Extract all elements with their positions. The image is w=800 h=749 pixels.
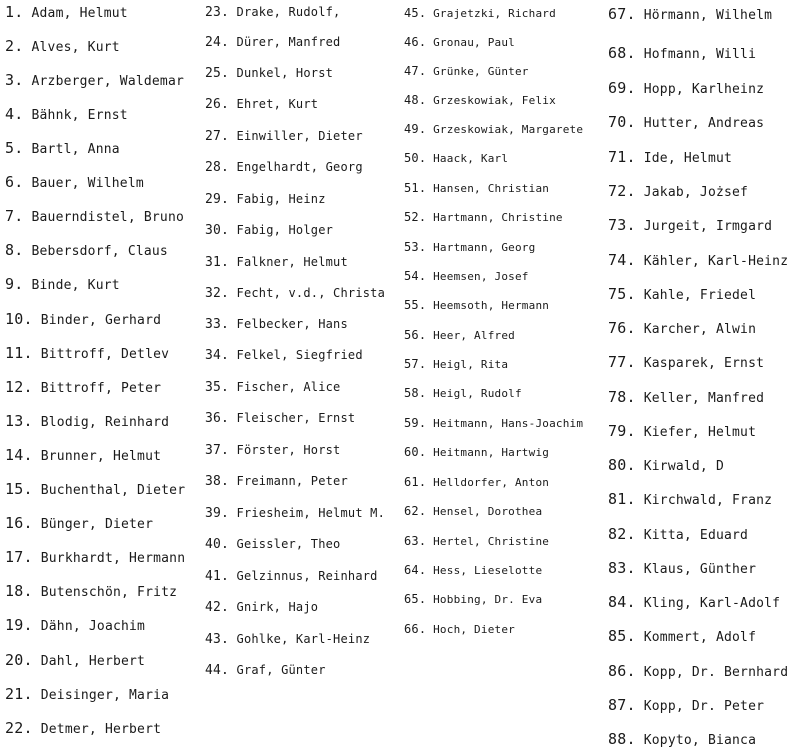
entry-number: 25. (205, 66, 230, 81)
list-item (608, 251, 788, 269)
entry-number: 50. (404, 151, 427, 165)
list-item (608, 285, 756, 303)
list-item (404, 210, 563, 224)
list-item (205, 223, 333, 238)
entry-number: 51. (404, 181, 427, 195)
entry-number: 14. (5, 446, 33, 464)
entry-number: 7. (5, 207, 24, 225)
entry-name: Kommert, Adolf (643, 630, 757, 645)
entry-number: 10. (5, 310, 33, 328)
list-item (404, 534, 549, 548)
entry-name: Hansen, Christian (433, 182, 550, 195)
entry-name: Felkel, Siegfried (236, 348, 363, 362)
entry-name: Felbecker, Hans (236, 317, 348, 331)
entry-name: Hertel, Christine (433, 535, 550, 548)
entry-name: Alves, Kurt (31, 40, 120, 55)
entry-name: Deisinger, Maria (40, 688, 170, 703)
entry-number: 47. (404, 64, 427, 78)
entry-name: Heer, Alfred (433, 329, 515, 342)
entry-name: Kitta, Eduard (643, 528, 749, 543)
entry-name: Geissler, Theo (236, 537, 341, 551)
entry-name: Hoch, Dieter (433, 623, 515, 636)
list-item (205, 411, 355, 426)
entry-name: Friesheim, Helmut M. (236, 506, 386, 520)
entry-number: 42. (205, 600, 230, 615)
entry-number: 28. (205, 160, 230, 175)
list-item (205, 569, 378, 584)
entry-name: Grzeskowiak, Felix (433, 94, 556, 107)
entry-number: 83. (608, 559, 636, 577)
entry-name: Klaus, Günther (643, 562, 757, 577)
entry-name: Bauer, Wilhelm (31, 176, 144, 191)
entry-name: Dähn, Joachim (40, 619, 146, 634)
entry-number: 35. (205, 380, 230, 395)
entry-name: Jakab, Jożsef (643, 185, 749, 200)
list-item (5, 207, 184, 225)
entry-name: Gelzinnus, Reinhard (236, 569, 378, 583)
entry-number: 29. (205, 192, 230, 207)
list-item (608, 113, 764, 131)
list-item (205, 443, 340, 458)
entry-name: Binder, Gerhard (40, 313, 162, 328)
list-item (5, 719, 161, 737)
list-item (205, 380, 340, 395)
list-item (608, 353, 764, 371)
entry-name: Freimann, Peter (236, 474, 348, 488)
entry-number: 77. (608, 353, 636, 371)
list-item (404, 298, 549, 312)
entry-name: Heitmann, Hartwig (433, 446, 550, 459)
entry-number: 5. (5, 139, 24, 157)
list-item (404, 504, 542, 518)
entry-number: 21. (5, 685, 33, 703)
entry-number: 13. (5, 412, 33, 430)
list-item (205, 317, 348, 332)
entry-name: Kopyto, Bianca (643, 733, 757, 748)
entry-name: Engelhardt, Georg (236, 160, 363, 174)
list-item (205, 663, 326, 678)
list-item (205, 35, 340, 50)
list-item (608, 490, 772, 508)
entry-name: Dahl, Herbert (40, 654, 146, 669)
entry-number: 12. (5, 378, 33, 396)
entry-name: Heemsoth, Hermann (433, 299, 550, 312)
entry-number: 78. (608, 388, 636, 406)
list-item (5, 37, 120, 55)
entry-name: Dürer, Manfred (236, 35, 341, 49)
entry-number: 19. (5, 616, 33, 634)
entry-number: 63. (404, 534, 427, 548)
list-item (404, 64, 529, 78)
entry-number: 66. (404, 622, 427, 636)
entry-name: Gnirk, Hajo (236, 600, 319, 614)
entry-number: 33. (205, 317, 230, 332)
entry-number: 73. (608, 216, 636, 234)
list-item (608, 5, 772, 23)
list-item (205, 506, 385, 521)
entry-number: 58. (404, 386, 427, 400)
entry-name: Fabig, Heinz (236, 192, 326, 206)
entry-number: 82. (608, 525, 636, 543)
entry-number: 62. (404, 504, 427, 518)
list-item (5, 105, 128, 123)
entry-number: 59. (404, 416, 427, 430)
list-item (5, 412, 169, 430)
entry-number: 53. (404, 240, 427, 254)
entry-number: 79. (608, 422, 636, 440)
list-item (404, 122, 583, 136)
list-item (205, 600, 318, 615)
entry-number: 3. (5, 71, 24, 89)
entry-name: Bähnk, Ernst (31, 108, 128, 123)
list-item (608, 730, 756, 748)
entry-number: 44. (205, 663, 230, 678)
entry-name: Kähler, Karl-Heinz (643, 254, 789, 269)
entry-number: 22. (5, 719, 33, 737)
entry-name: Graf, Günter (236, 663, 326, 677)
list-item (5, 344, 169, 362)
entry-number: 67. (608, 5, 636, 23)
entry-number: 40. (205, 537, 230, 552)
list-item (205, 632, 370, 647)
entry-number: 48. (404, 93, 427, 107)
entry-number: 2. (5, 37, 24, 55)
entry-number: 54. (404, 269, 427, 283)
entry-number: 87. (608, 696, 636, 714)
entry-name: Keller, Manfred (643, 391, 765, 406)
entry-name: Hörmann, Wilhelm (643, 8, 773, 23)
entry-name: Hopp, Karlheinz (643, 82, 765, 97)
entry-number: 46. (404, 35, 427, 49)
entry-number: 34. (205, 348, 230, 363)
entry-number: 9. (5, 275, 24, 293)
list-item (404, 592, 542, 606)
list-item (608, 79, 764, 97)
list-item (608, 148, 732, 166)
entry-name: Detmer, Herbert (40, 722, 162, 737)
entry-name: Karcher, Alwin (643, 322, 757, 337)
entry-number: 38. (205, 474, 230, 489)
list-item (205, 192, 326, 207)
entry-name: Heitmann, Hans-Joachim (433, 417, 584, 430)
entry-number: 11. (5, 344, 33, 362)
list-item (205, 97, 318, 112)
entry-name: Bittroff, Peter (40, 381, 162, 396)
list-item (205, 255, 348, 270)
entry-name: Fecht, v.d., Christa (236, 286, 386, 300)
entry-name: Binde, Kurt (31, 278, 120, 293)
entry-name: Grajetzki, Richard (433, 7, 556, 20)
entry-number: 26. (205, 97, 230, 112)
entry-name: Ehret, Kurt (236, 97, 319, 111)
list-item (205, 160, 363, 175)
list-item (5, 275, 120, 293)
entry-name: Helldorfer, Anton (433, 476, 550, 489)
list-item (608, 696, 764, 714)
list-item (608, 662, 788, 680)
entry-number: 75. (608, 285, 636, 303)
list-item (608, 182, 748, 200)
entry-name: Hartmann, Christine (433, 211, 563, 224)
entry-number: 30. (205, 223, 230, 238)
entry-number: 1. (5, 3, 24, 21)
entry-number: 85. (608, 627, 636, 645)
entry-name: Fleischer, Ernst (236, 411, 356, 425)
entry-name: Fabig, Holger (236, 223, 334, 237)
entry-number: 65. (404, 592, 427, 606)
entry-name: Kasparek, Ernst (643, 356, 765, 371)
list-item (205, 474, 348, 489)
entry-number: 76. (608, 319, 636, 337)
entry-name: Einwiller, Dieter (236, 129, 363, 143)
entry-name: Hofmann, Willi (643, 47, 757, 62)
list-item (404, 416, 583, 430)
entry-name: Kiefer, Helmut (643, 425, 757, 440)
entry-name: Kopp, Dr. Peter (643, 699, 765, 714)
list-item (5, 480, 185, 498)
entry-name: Dunkel, Horst (236, 66, 334, 80)
list-item (5, 651, 145, 669)
list-item (608, 627, 756, 645)
list-item (404, 386, 522, 400)
entry-name: Bebersdorf, Claus (31, 244, 168, 259)
entry-name: Heigl, Rita (433, 358, 509, 371)
entry-name: Förster, Horst (236, 443, 341, 457)
entry-name: Fischer, Alice (236, 380, 341, 394)
entry-number: 23. (205, 5, 230, 20)
list-item (5, 173, 144, 191)
list-item (404, 151, 508, 165)
list-item (205, 5, 340, 20)
list-item (404, 6, 556, 20)
list-item (205, 348, 363, 363)
list-item (404, 181, 549, 195)
entry-number: 61. (404, 475, 427, 489)
list-item (404, 622, 515, 636)
entry-name: Bittroff, Detlev (40, 347, 170, 362)
list-item (205, 537, 340, 552)
entry-name: Gronau, Paul (433, 36, 515, 49)
entry-name: Jurgeit, Irmgard (643, 219, 773, 234)
list-item (5, 446, 161, 464)
entry-number: 72. (608, 182, 636, 200)
list-item (5, 616, 145, 634)
entry-name: Blodig, Reinhard (40, 415, 170, 430)
entry-name: Burkhardt, Hermann (40, 551, 186, 566)
entry-name: Bünger, Dieter (40, 517, 154, 532)
list-item (608, 593, 780, 611)
entry-name: Heigl, Rudolf (433, 387, 522, 400)
list-item (5, 71, 184, 89)
entry-name: Grünke, Günter (433, 65, 529, 78)
entry-number: 70. (608, 113, 636, 131)
list-item (205, 129, 363, 144)
entry-number: 31. (205, 255, 230, 270)
list-item (5, 514, 153, 532)
entry-number: 52. (404, 210, 427, 224)
list-item (5, 310, 161, 328)
entry-name: Falkner, Helmut (236, 255, 348, 269)
entry-number: 15. (5, 480, 33, 498)
entry-number: 81. (608, 490, 636, 508)
list-item (404, 269, 529, 283)
entry-name: Arzberger, Waldemar (31, 74, 185, 89)
entry-number: 86. (608, 662, 636, 680)
list-item (404, 563, 542, 577)
entry-number: 74. (608, 251, 636, 269)
list-item (5, 241, 168, 259)
entry-name: Haack, Karl (433, 152, 509, 165)
entry-name: Kahle, Friedel (643, 288, 757, 303)
entry-name: Buchenthal, Dieter (40, 483, 186, 498)
list-item (608, 559, 756, 577)
entry-number: 8. (5, 241, 24, 259)
entry-number: 45. (404, 6, 427, 20)
entry-number: 4. (5, 105, 24, 123)
list-item (5, 685, 169, 703)
list-item (608, 422, 756, 440)
entry-number: 69. (608, 79, 636, 97)
entry-number: 17. (5, 548, 33, 566)
entry-name: Kirwald, D (643, 459, 725, 474)
list-item (205, 66, 333, 81)
entry-number: 84. (608, 593, 636, 611)
list-item (608, 456, 724, 474)
list-item (608, 525, 748, 543)
entry-number: 88. (608, 730, 636, 748)
entry-name: Hess, Lieselotte (433, 564, 543, 577)
list-item (404, 475, 549, 489)
entry-number: 56. (404, 328, 427, 342)
list-item (5, 139, 120, 157)
entry-number: 18. (5, 582, 33, 600)
list-item (404, 35, 515, 49)
list-item (608, 216, 772, 234)
entry-number: 55. (404, 298, 427, 312)
entry-name: Kirchwald, Franz (643, 493, 773, 508)
entry-number: 37. (205, 443, 230, 458)
entry-name: Drake, Rudolf, (236, 5, 341, 19)
entry-name: Hobbing, Dr. Eva (433, 593, 543, 606)
entry-number: 36. (205, 411, 230, 426)
entry-number: 39. (205, 506, 230, 521)
entry-number: 49. (404, 122, 427, 136)
list-item (608, 319, 756, 337)
entry-name: Grzeskowiak, Margarete (433, 123, 584, 136)
entry-number: 57. (404, 357, 427, 371)
entry-number: 24. (205, 35, 230, 50)
list-item (5, 548, 185, 566)
entry-number: 43. (205, 632, 230, 647)
entry-name: Butenschön, Fritz (40, 585, 178, 600)
entry-name: Hensel, Dorothea (433, 505, 543, 518)
list-item (608, 44, 756, 62)
entry-number: 60. (404, 445, 427, 459)
list-item (404, 445, 549, 459)
list-item (205, 286, 385, 301)
list-item (404, 328, 515, 342)
list-item (404, 357, 508, 371)
entry-name: Bartl, Anna (31, 142, 120, 157)
entry-number: 64. (404, 563, 427, 577)
entry-name: Hutter, Andreas (643, 116, 765, 131)
entry-number: 32. (205, 286, 230, 301)
entry-name: Bauerndistel, Bruno (31, 210, 185, 225)
list-item (5, 378, 161, 396)
entry-name: Heemsen, Josef (433, 270, 529, 283)
entry-number: 41. (205, 569, 230, 584)
entry-number: 6. (5, 173, 24, 191)
entry-name: Adam, Helmut (31, 6, 128, 21)
entry-number: 68. (608, 44, 636, 62)
entry-name: Brunner, Helmut (40, 449, 162, 464)
list-item (608, 388, 764, 406)
entry-number: 27. (205, 129, 230, 144)
entry-number: 71. (608, 148, 636, 166)
list-item (404, 93, 556, 107)
entry-name: Gohlke, Karl-Heinz (236, 632, 371, 646)
list-item (404, 240, 535, 254)
list-item (5, 3, 128, 21)
entry-name: Ide, Helmut (643, 151, 733, 166)
entry-name: Hartmann, Georg (433, 241, 536, 254)
entry-number: 20. (5, 651, 33, 669)
list-item (5, 582, 177, 600)
entry-number: 16. (5, 514, 33, 532)
entry-name: Kopp, Dr. Bernhard (643, 665, 789, 680)
entry-number: 80. (608, 456, 636, 474)
entry-name: Kling, Karl-Adolf (643, 596, 781, 611)
